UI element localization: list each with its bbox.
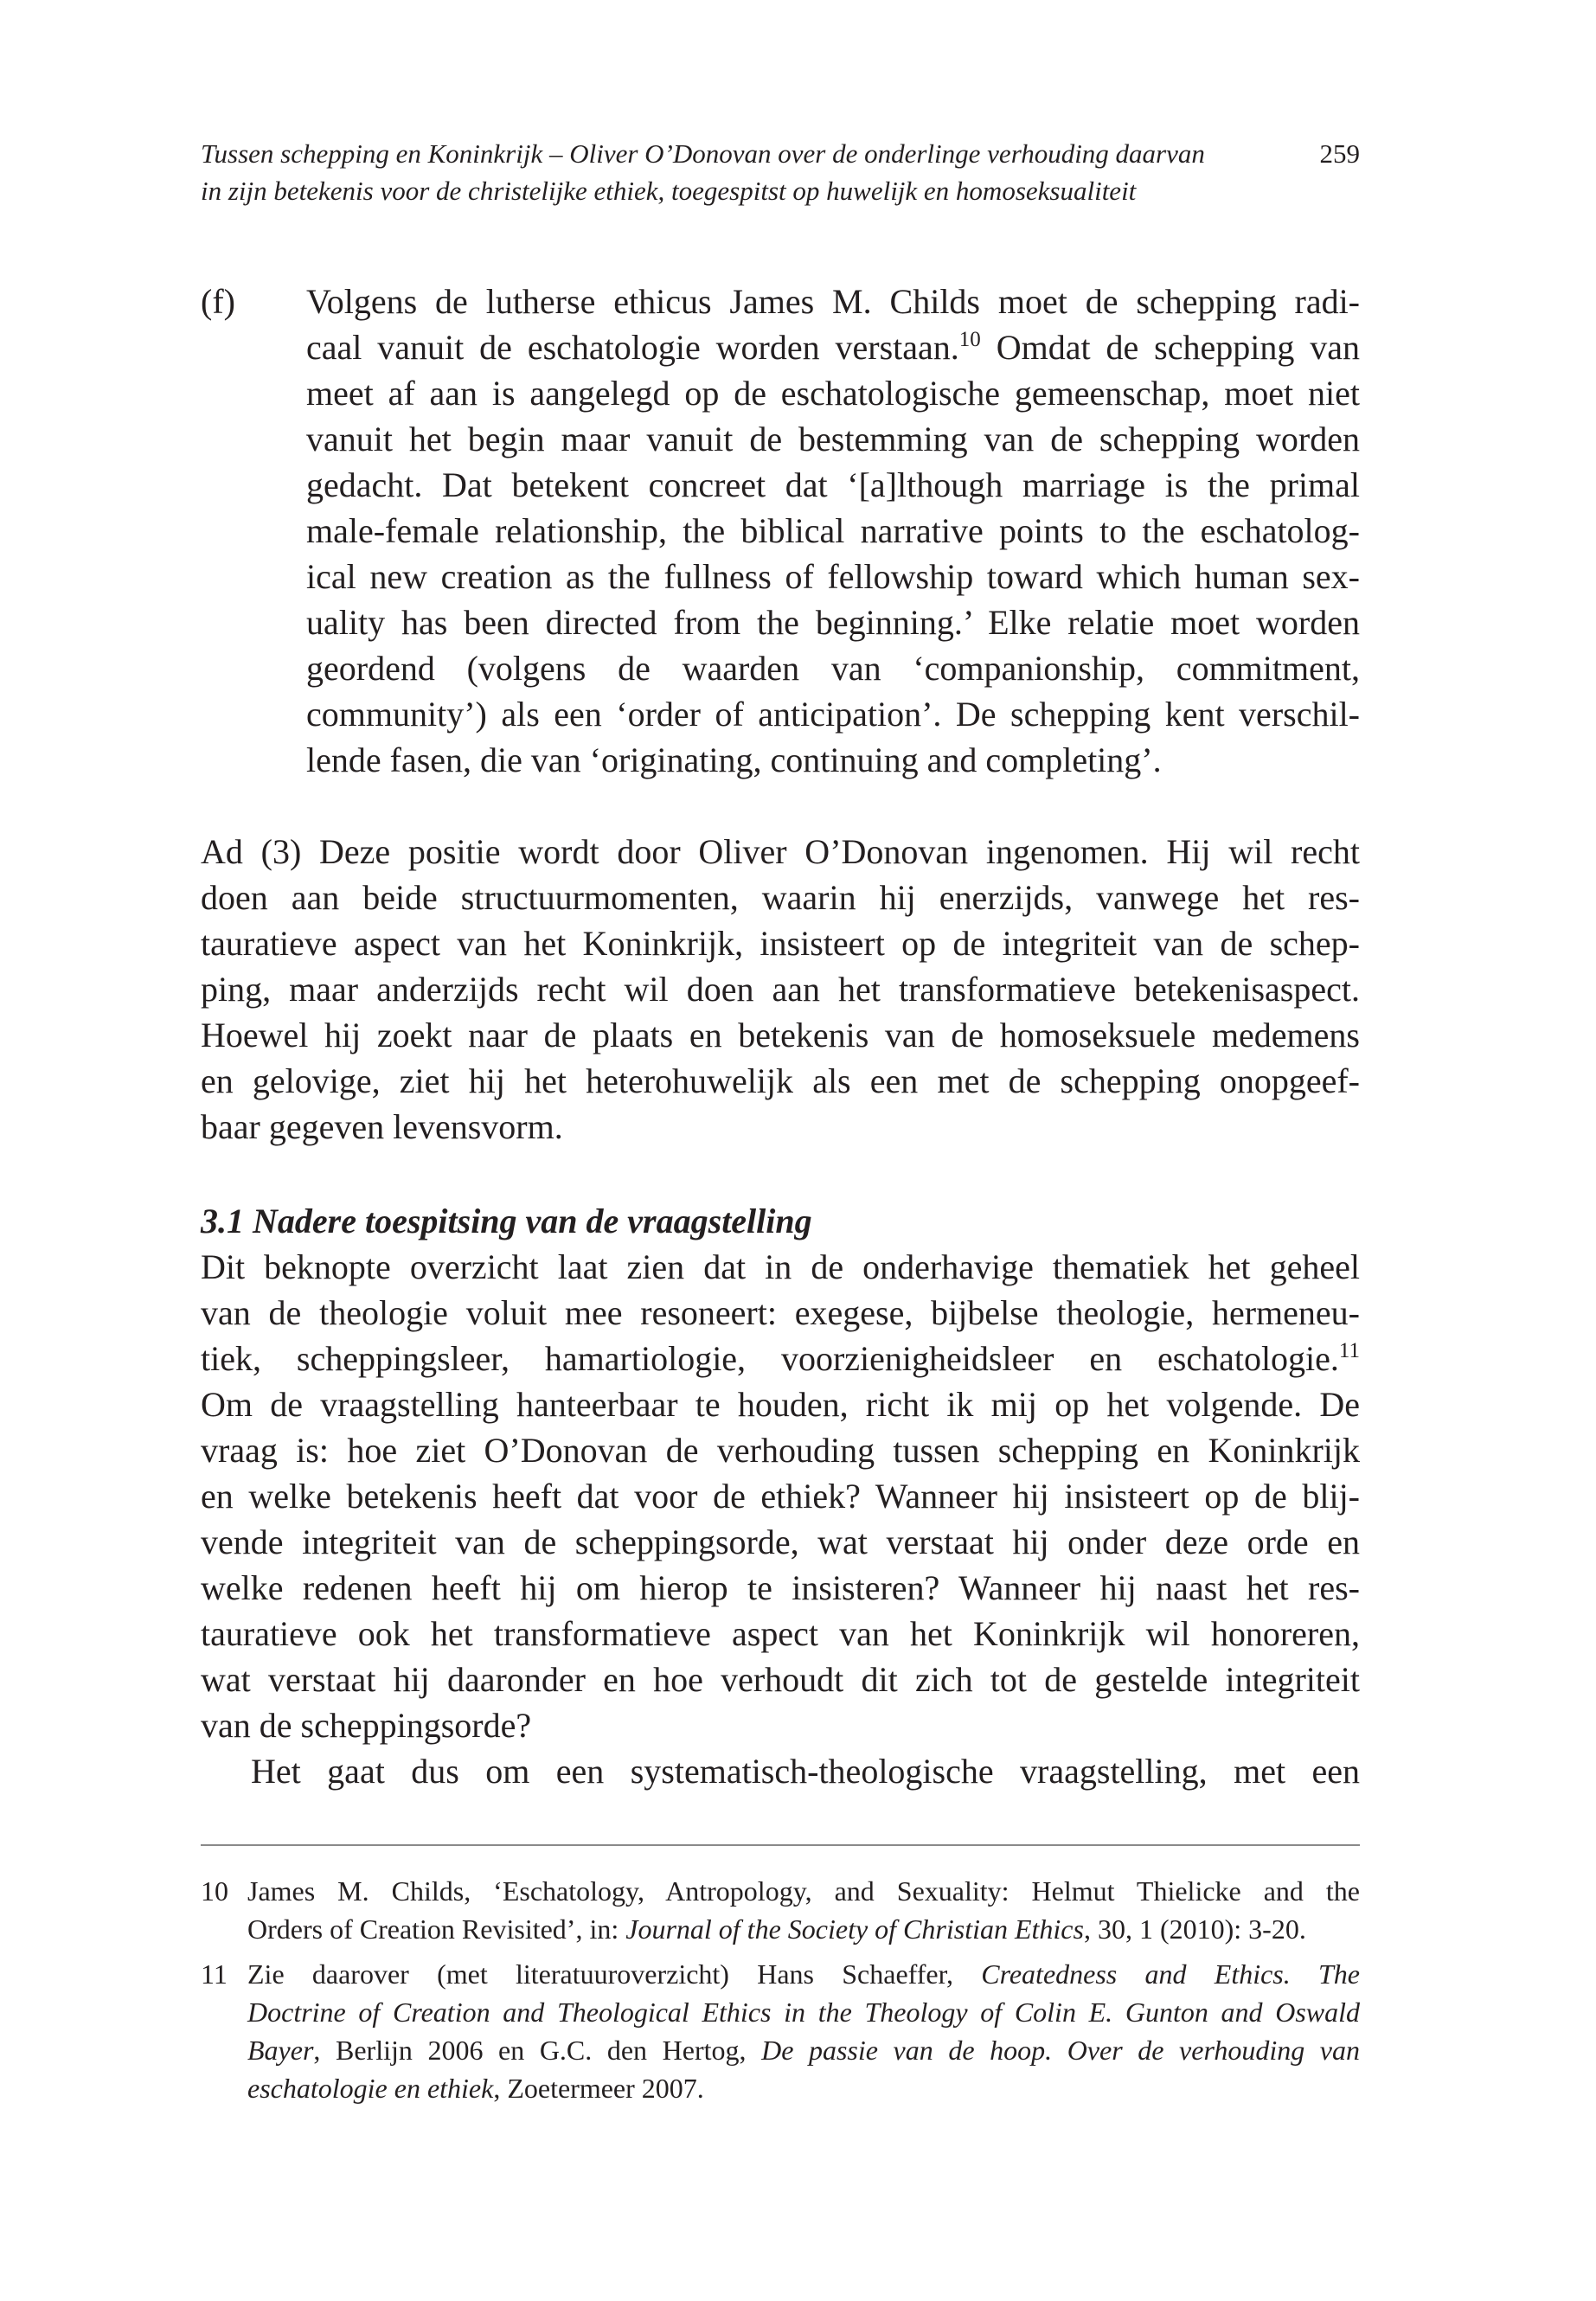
- next-paragraph: [201, 1748, 1360, 1794]
- text-line: vende integriteit van de scheppingsorde, wat verstaat hij onder deze orde en: [201, 1522, 1360, 1561]
- footnote-reference-11[interactable]: 11: [1338, 1339, 1360, 1362]
- book-title: Createdness and Ethics. The: [981, 1958, 1361, 1990]
- text-segment: tiek, scheppingsleer, hamartiologie, voorzienigheidsleer en eschatologie.: [201, 1339, 1339, 1378]
- running-header-line-2: in zijn betekenis voor de christelijke ethiek, toegespitst op huwelijk en homoseksualiteit: [201, 176, 1137, 206]
- text-segment: Het gaat dus om een systematisch-theologische vraagstelling, met een: [251, 1752, 1360, 1791]
- running-header-line-1: Tussen schepping en Koninkrijk – Oliver O’Donovan over de onderlinge verhouding daarvan: [201, 138, 1205, 169]
- footnote-line: [247, 1955, 1360, 1993]
- text-line: van de theologie voluit mee resoneert: exegese, bijbelse theologie, hermeneu-: [201, 1293, 1360, 1332]
- text-line: en gelovige, ziet hij het heterohuwelijk als een met de schepping onopgeef-: [201, 1061, 1360, 1100]
- text-line: community’) als een ‘order of anticipation’. De schepping kent verschil-: [306, 695, 1360, 734]
- text-line: baar gegeven levensvorm.: [201, 1107, 563, 1146]
- book-title: De passie van de hoop. Over de verhouding van: [761, 2035, 1361, 2066]
- footnote-line: [247, 2069, 1360, 2107]
- text-line: [306, 324, 1360, 370]
- text-segment: Zie daarover (met literatuuroverzicht) Hans Schaeffer,: [247, 1958, 982, 1990]
- footnote-number: 11: [201, 1958, 228, 1990]
- footnote-body: [247, 1872, 1360, 1948]
- running-header: [201, 135, 1360, 209]
- text-line: [201, 1336, 1360, 1381]
- text-segment: , Berlijn 2006 en G.C. den Hertog,: [313, 2035, 762, 2066]
- footnote-divider: [201, 1844, 1360, 1846]
- text-line: welke redenen heeft hij om hierop te insisteren? Wanneer hij naast het res-: [201, 1568, 1360, 1607]
- text-segment: Omdat de schepping van: [980, 328, 1360, 367]
- text-line: tauratieve ook het transformatieve aspect van het Koninkrijk wil honoreren,: [201, 1614, 1360, 1653]
- list-item-content: [306, 279, 1360, 783]
- page-number: 259: [1319, 138, 1360, 169]
- text-line: Ad (3) Deze positie wordt door Oliver O’Donovan ingenomen. Hij wil recht: [201, 832, 1360, 871]
- text-line: uality has been directed from the beginning.’ Elke relatie moet worden: [306, 603, 1360, 642]
- text-line: Hoewel hij zoekt naar de plaats en betekenis van de homoseksuele medemens: [201, 1016, 1360, 1054]
- list-marker: (f): [201, 282, 235, 321]
- footnote-11: [201, 1955, 1360, 2107]
- text-line: tauratieve aspect van het Koninkrijk, insisteert op de integriteit van de schep-: [201, 924, 1360, 963]
- text-line: doen aan beide structuurmomenten, waarin hij enerzijds, vanwege het res-: [201, 878, 1360, 917]
- text-line: ical new creation as the fullness of fellowship toward which human sex-: [306, 557, 1360, 596]
- section-heading: 3.1 Nadere toespitsing van de vraagstelling: [201, 1202, 812, 1240]
- text-segment: , Zoetermeer 2007.: [493, 2073, 704, 2104]
- footnote-reference-10[interactable]: 10: [958, 328, 981, 351]
- footnotes: [201, 1872, 1360, 2114]
- text-line: male-female relationship, the biblical narrative points to the eschatolog-: [306, 511, 1360, 550]
- footnote-10: [201, 1872, 1360, 1948]
- text-line: vraag is: hoe ziet O’Donovan de verhouding tussen schepping en Koninkrijk: [201, 1431, 1360, 1470]
- text-line: meet af aan is aangelegd op de eschatologische gemeenschap, moet niet: [306, 374, 1360, 413]
- text-line: ping, maar anderzijds recht wil doen aan het transformatieve betekenisaspect.: [201, 970, 1360, 1009]
- footnote-number: 10: [201, 1875, 228, 1907]
- text-line: Volgens de lutherse ethicus James M. Childs moet de schepping radi-: [306, 282, 1360, 321]
- text-line: Om de vraagstelling hanteerbaar te houden, richt ik mij op het volgende. De: [201, 1385, 1360, 1424]
- book-title: Bayer: [247, 2035, 314, 2066]
- paragraph-ad-3: [201, 829, 1360, 1150]
- footnote-line: Doctrine of Creation and Theological Ethics in the Theology of Colin E. Gunton and Oswald: [247, 1997, 1360, 2028]
- text-line: en welke betekenis heeft dat voor de ethiek? Wanneer hij insisteert op de blij-: [201, 1477, 1360, 1516]
- text-line: [201, 1748, 1360, 1794]
- text-line: Dit beknopte overzicht laat zien dat in de onderhavige thematiek het geheel: [201, 1247, 1360, 1286]
- footnote-line: [247, 2031, 1360, 2069]
- text-line: wat verstaat hij daaronder en hoe verhoudt dit zich tot de gestelde integriteit: [201, 1660, 1360, 1699]
- text-line: gedacht. Dat betekent concreet dat ‘[a]lthough marriage is the primal: [306, 465, 1360, 504]
- text-line: vanuit het begin maar vanuit de bestemming van de schepping worden: [306, 420, 1360, 458]
- footnote-body: [247, 1955, 1360, 2107]
- journal-title: Journal of the Society of Christian Ethics: [625, 1913, 1084, 1945]
- text-segment: , 30, 1 (2010): 3-20.: [1083, 1913, 1306, 1945]
- text-line: geordend (volgens de waarden van ‘companionship, commitment,: [306, 649, 1360, 688]
- text-line: van de scheppingsorde?: [201, 1706, 532, 1745]
- section-paragraph: [201, 1244, 1360, 1748]
- text-line: lende fasen, die van ‘originating, continuing and completing’.: [306, 740, 1162, 779]
- book-title: eschatologie en ethiek: [247, 2073, 494, 2104]
- text-segment: caal vanuit de eschatologie worden verstaan.: [306, 328, 959, 367]
- text-segment: Orders of Creation Revisited’, in:: [247, 1913, 626, 1945]
- footnote-line: James M. Childs, ‘Eschatology, Antropology, and Sexuality: Helmut Thielicke and the: [247, 1875, 1360, 1907]
- footnote-line: [247, 1910, 1360, 1948]
